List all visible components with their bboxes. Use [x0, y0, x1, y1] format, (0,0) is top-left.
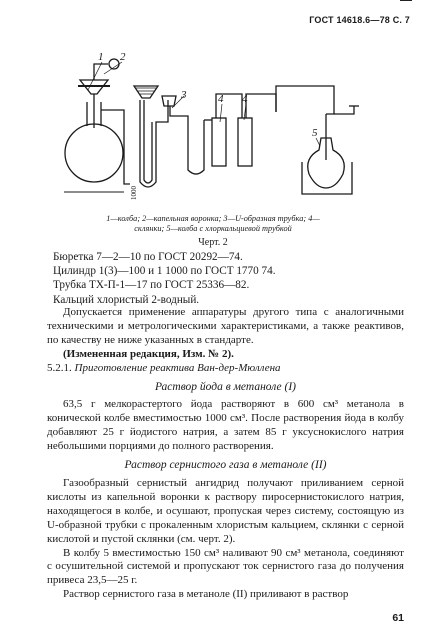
body-top [47, 306, 404, 602]
label-5: 5 [312, 127, 318, 139]
equipment-item: Трубка ТХ-П-1—17 по ГОСТ 25336—82. [53, 279, 250, 292]
equipment-item: Кальций хлористый 2-водный. [53, 293, 200, 306]
subheading-iodine: Раствор йода в метаноле (I) [154, 380, 297, 393]
figure-caption: 1—колба; 2—капельная воронка; 3—U-образная трубка; 4— склянки; 5—колба с хлоркальциевой трубкой [106, 214, 320, 233]
paragraph-gas: Газообразный сернистый ангидрид получают приливанием серной кислоты из капельной воронки к раствору пиросернистокислого натрия, находящегося в колбе, и осушают, пропуская через систему, состоящую из U-образной трубки с прокаленным хлористым кальцием, склянки с серной кислотой и пустой склянки (см. черт. 2). [47, 476, 404, 545]
paragraph-flask: В колбу 5 вместимостью 150 см³ наливают 90 см³ метанола, соединяют с осушительной системой и пропускают ток сернистого газа до получения привеса 23,5—25 г. [47, 546, 404, 587]
subheading-gas: Раствор сернистого газа в метаноле (II) [124, 459, 327, 472]
page-header: ГОСТ 14618.6—78 С. 7 [309, 15, 410, 25]
label-1: 1 [98, 51, 104, 63]
bottom-label: 1000 [130, 186, 138, 200]
label-4b: 4 [242, 93, 248, 105]
paragraph-iodine: 63,5 г мелкорастертого йода растворяют в 600 см³ метанола в конической колбе вместимостью 1000 см³. После растворения йода в колбу добавляют 25 г йодистого натрия, а затем 85 г уксуснокислого натрия небольшими порциями до полного растворения. [47, 398, 404, 453]
apparatus-figure [64, 50, 364, 212]
paragraph-pour: Раствор сернистого газа в метаноле (II) приливают в раствор [63, 588, 349, 601]
corner-mark [400, 0, 412, 5]
section-heading: 5.2.1. Приготовление реактива Ван-дер-Мюллена [47, 361, 281, 374]
equipment-item: Цилиндр 1(3)—100 и 1 1000 по ГОСТ 1770 74. [53, 265, 276, 278]
equipment-list [53, 250, 276, 307]
flask-1 [65, 124, 123, 182]
amendment-note: (Измененная редакция, Изм. № 2). [63, 347, 234, 360]
label-2: 2 [120, 51, 126, 63]
label-3: 3 [181, 89, 187, 101]
equipment-item: Бюретка 7—2—10 по ГОСТ 20292—74. [53, 251, 243, 263]
page-number: 61 [392, 612, 404, 624]
label-4a: 4 [218, 93, 224, 105]
bottle-4a [212, 118, 226, 166]
paragraph-allowed: Допускается применение аппаратуры другого типа с аналогичными техническими и метрологическими характеристиками, а также реактивов, по качеству не ниже указанных в стандарте. [47, 306, 404, 346]
bottle-4b [238, 118, 252, 166]
figure-number: Черт. 2 [198, 237, 228, 248]
